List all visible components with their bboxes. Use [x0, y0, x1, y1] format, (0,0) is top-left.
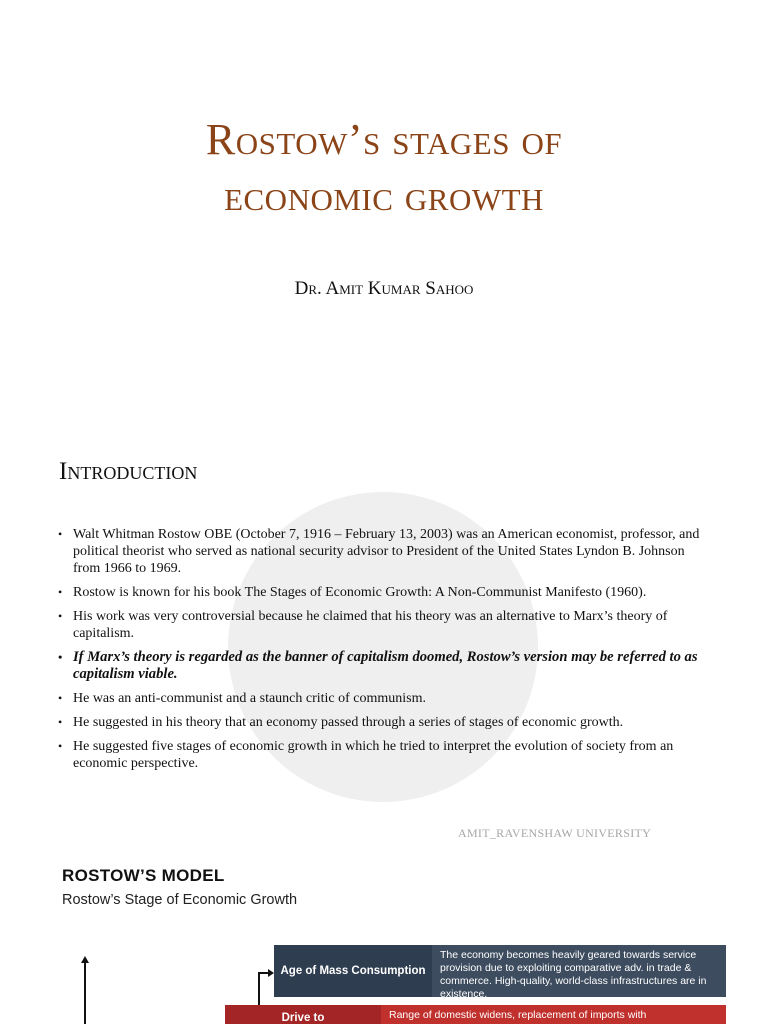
- arrow-up-icon: [81, 956, 89, 963]
- bullet-item: • He suggested five stages of economic growth in which he tried to interpret the evolution of society from an economic perspective.: [56, 738, 706, 772]
- presentation-title: [0, 112, 768, 224]
- title-line-2: economic growth: [224, 171, 544, 220]
- model-heading: ROSTOW’S MODEL: [62, 866, 225, 885]
- stage-label-drive-to-maturity: Drive to: [225, 1005, 381, 1024]
- watermark-text: AMIT_RAVENSHAW UNIVERSITY: [458, 826, 652, 840]
- model-slide: [0, 862, 768, 1024]
- bullet-item: • Walt Whitman Rostow OBE (October 7, 1916 – February 13, 2003) was an American economist, professor, and political theorist who served as national security advisor to President of the United States Lyndon B. Johnson from 1966 to 1969.: [56, 526, 706, 577]
- title-slide: [0, 0, 768, 420]
- stage-label-mass-consumption: Age of Mass Consumption: [274, 945, 432, 997]
- introduction-bullet-list: [56, 526, 706, 779]
- title-line-1: Rostow’s stages of: [205, 115, 563, 164]
- stage-description-drive-to-maturity: Range of domestic widens, replacement of imports with: [381, 1005, 726, 1024]
- introduction-slide: [0, 440, 768, 860]
- bullet-item: • Rostow is known for his book The Stages of Economic Growth: A Non-Communist Manifesto (1960).: [56, 584, 706, 601]
- stage-description-mass-consumption: The economy becomes heavily geared towards service provision due to exploiting comparative adv. in trade & commerce. High-quality, world-class infrastructures are in existence.: [432, 945, 726, 997]
- vertical-axis-line: [84, 962, 86, 1024]
- bullet-item: • His work was very controversial because he claimed that his theory was an alternative to Marx’s theory of capitalism.: [56, 608, 706, 642]
- bullet-item-emphasized: • If Marx’s theory is regarded as the banner of capitalism doomed, Rostow’s version may be referred to as capitalism viable.: [56, 649, 706, 683]
- model-subheading: Rostow’s Stage of Economic Growth: [62, 892, 298, 908]
- author-name: Dr. Amit Kumar Sahoo: [294, 278, 474, 299]
- bullet-item: • He was an anti-communist and a staunch critic of communism.: [56, 690, 706, 707]
- introduction-heading: Introduction: [59, 458, 198, 485]
- bullet-item: • He suggested in his theory that an economy passed through a series of stages of economic growth.: [56, 714, 706, 731]
